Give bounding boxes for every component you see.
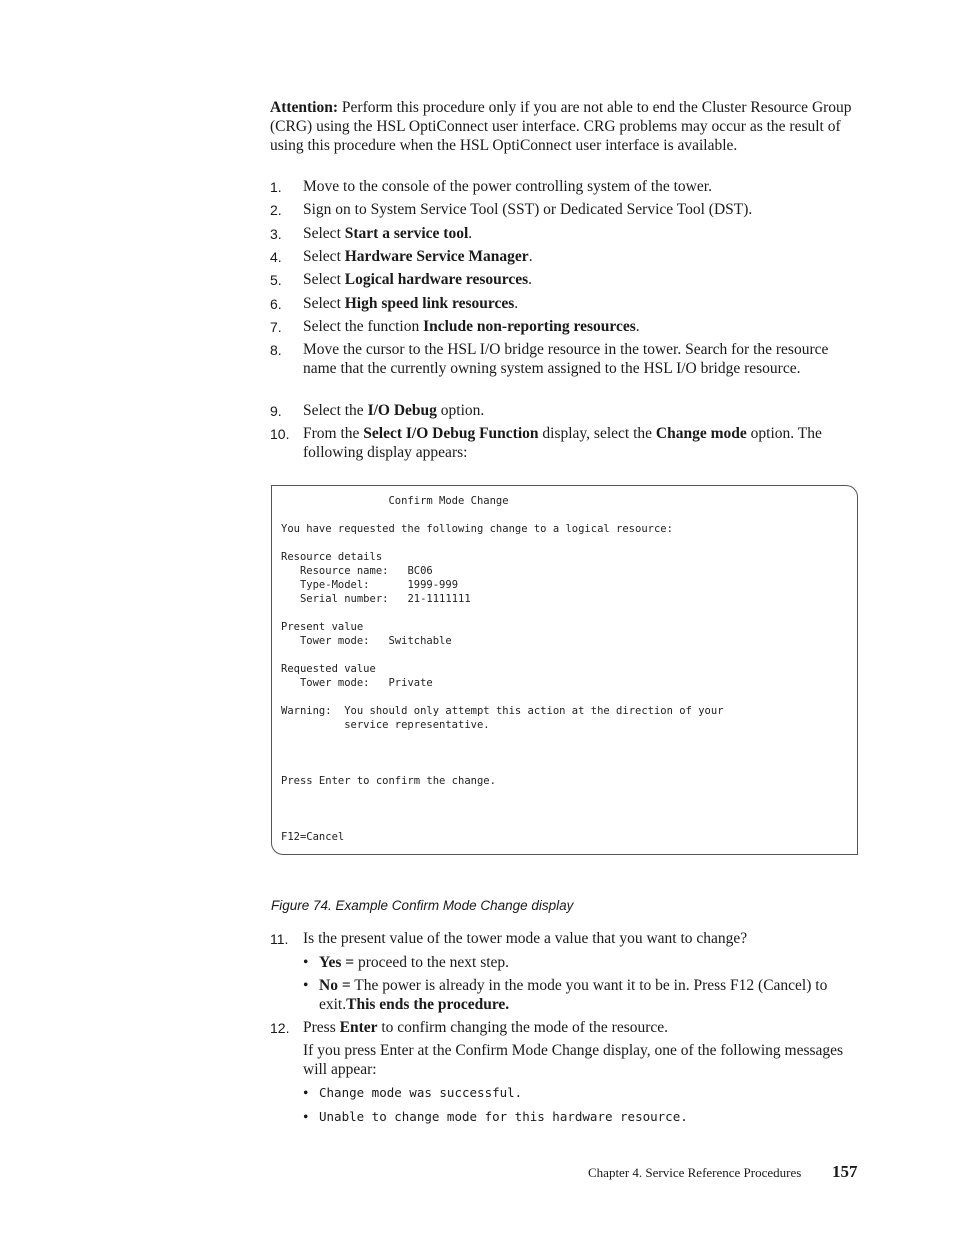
step-12-followup: If you press Enter at the Confirm Mode Change display, one of the following messages will appear: — [303, 1042, 844, 1078]
footer-chapter: Chapter 4. Service Reference Procedures — [588, 1165, 802, 1180]
step-text: Move the cursor to the HSL I/O bridge resource in the tower. Search for the resource name that the currently owning system assigned to the HSL I/O bridge resource. — [303, 341, 829, 377]
step-text: Select High speed link resources. — [303, 295, 519, 312]
step-text: Press Enter to confirm changing the mode of the resource. — [303, 1019, 669, 1036]
present-value-heading: Present value — [281, 621, 364, 633]
warning-label: Warning: — [281, 705, 332, 717]
step-text: Is the present value of the tower mode a value that you want to change? — [303, 930, 748, 947]
step-text: Select Hardware Service Manager. — [303, 248, 533, 265]
screen-content: Confirm Mode Change You have requested the following change to a logical resource: Resource details Resource name: BC06 Type-Model: 1999-999 Serial number: 21-1111111 Present value Tower mode: Switchable Requested value Tower mode: Private Warning: You should only attempt this action at the direction of your service representative. Press Enter to confirm the change. F12=Cancel — [281, 495, 724, 843]
step-text: Select the I/O Debug option. — [303, 402, 485, 419]
step-text: Sign on to System Service Tool (SST) or Dedicated Service Tool (DST). — [303, 201, 753, 218]
requested-value-heading: Requested value — [281, 663, 376, 675]
step-number: 3. — [270, 226, 282, 242]
figure-caption: Figure 74. Example Confirm Mode Change display — [271, 898, 574, 913]
step-number: 9. — [270, 403, 282, 419]
step-number: 2. — [270, 202, 282, 218]
step-text: From the Select I/O Debug Function display, select the Change mode option. The following display appears: — [303, 425, 822, 461]
step-number: 7. — [270, 319, 282, 335]
step-text: Select the function Include non-reporting resources. — [303, 318, 640, 335]
bullet-dot: • — [303, 977, 309, 994]
attention-text: Perform this procedure only if you are not able to end the Cluster Resource Group (CRG) using the HSL OptiConnect user interface. CRG problems may occur as the result of using this procedure when the HSL OptiConnect user interface is available. — [270, 99, 852, 154]
step-number: 1. — [270, 179, 282, 195]
step-number: 6. — [270, 296, 282, 312]
step-number: 12. — [270, 1020, 290, 1036]
resource-details-heading: Resource details — [281, 551, 383, 563]
step-text: Select Logical hardware resources. — [303, 271, 533, 288]
page-number: 157 — [832, 1162, 858, 1181]
bullet-dot: • — [303, 954, 309, 971]
bullet-dot: • — [303, 1109, 309, 1126]
step-number: 8. — [270, 342, 282, 358]
step-text: Move to the console of the power controlling system of the tower. — [303, 178, 712, 195]
step-number: 5. — [270, 272, 282, 288]
screen-intro: You have requested the following change to a logical resource: — [281, 523, 673, 535]
attention-paragraph — [270, 98, 860, 155]
step-number: 4. — [270, 249, 282, 265]
bullet-dot: • — [303, 1085, 309, 1102]
screen-title: Confirm Mode Change — [388, 495, 509, 507]
step-number: 10. — [270, 426, 290, 442]
step-text: Select Start a service tool. — [303, 225, 473, 242]
confirm-mode-change-screen — [271, 485, 858, 855]
confirm-text: Press Enter to confirm the change. — [281, 775, 496, 787]
step-number: 11. — [270, 931, 289, 947]
function-key-cancel: F12=Cancel — [281, 831, 345, 843]
attention-label: Attention: — [270, 99, 339, 116]
